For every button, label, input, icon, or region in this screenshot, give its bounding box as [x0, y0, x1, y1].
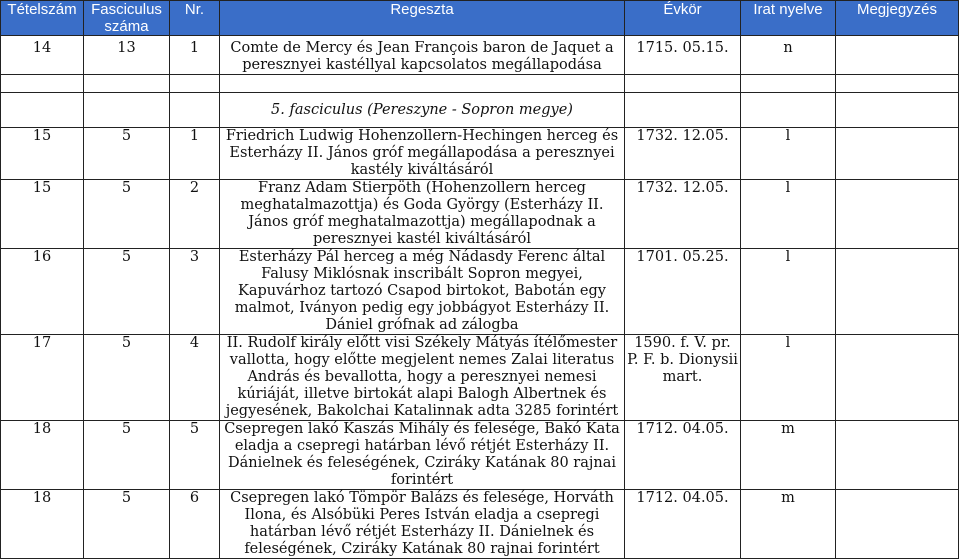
- year-cell: 1732. 12.05.: [625, 180, 741, 249]
- table-row: [1, 128, 959, 180]
- note-cell: [836, 421, 959, 490]
- year-cell: 1712. 04.05.: [625, 421, 741, 490]
- header-regeszta: Regeszta: [220, 1, 625, 36]
- empty-cell: [741, 93, 836, 128]
- regeszta-cell: Franz Adam Stierpöth (Hohenzollern herceg meghatalmazottja) és Goda György (Esterházy II. János gróf meghatalmazottja) megállapodnak a peresznyei kastél kiváltásáról: [220, 180, 625, 249]
- fasc-cell: 5: [84, 128, 170, 180]
- header-evkor: Évkör: [625, 1, 741, 36]
- fasc-cell: 5: [84, 421, 170, 490]
- empty-cell: [220, 75, 625, 93]
- header-irat-nyelve: Irat nyelve: [741, 1, 836, 36]
- section-row: [1, 93, 959, 128]
- empty-cell: [170, 93, 220, 128]
- note-cell: [836, 490, 959, 559]
- regeszta-cell: Csepregen lakó Tömpör Balázs és felesége, Horváth Ilona, és Alsóbüki Peres István eladja a csepregi határban lévő rétjét Esterházy II. Dánielnek és feleségének, Cziráky Katának 80 rajnai forintért: [220, 490, 625, 559]
- header-row: [1, 1, 959, 36]
- year-cell: 1715. 05.15.: [625, 36, 741, 75]
- table-row: [1, 335, 959, 421]
- year-cell: 1701. 05.25.: [625, 249, 741, 335]
- regeszta-cell: Csepregen lakó Kaszás Mihály és felesége, Bakó Kata eladja a csepregi határban lévő rétjét Esterházy II. Dánielnek és feleségének, Cziráky Katának 80 rajnai forintért: [220, 421, 625, 490]
- regeszta-cell: Esterházy Pál herceg a még Nádasdy Ferenc által Falusy Miklósnak inscribált Sopron megyei, Kapuvárhoz tartozó Csapod birtokot, Babotán egy malmot, Iványon pedig egy jobbágyot Esterházy II. Dániel grófnak ad zálogba: [220, 249, 625, 335]
- header-megjegyzes: Megjegyzés: [836, 1, 959, 36]
- nr-cell: 3: [170, 249, 220, 335]
- fasc-cell: 5: [84, 490, 170, 559]
- item-cell: 16: [1, 249, 84, 335]
- regeszta-cell: Comte de Mercy és Jean François baron de Jaquet a peresznyei kastéllyal kapcsolatos megállapodása: [220, 36, 625, 75]
- empty-cell: [625, 75, 741, 93]
- table-row: [1, 180, 959, 249]
- regeszta-cell: Friedrich Ludwig Hohenzollern-Hechingen herceg és Esterházy II. János gróf megállapodása a peresznyei kastély kiváltásáról: [220, 128, 625, 180]
- lang-cell: l: [741, 249, 836, 335]
- table-row: [1, 249, 959, 335]
- item-cell: 18: [1, 490, 84, 559]
- item-cell: 15: [1, 128, 84, 180]
- fasc-cell: 5: [84, 335, 170, 421]
- lang-cell: l: [741, 128, 836, 180]
- header-nr: Nr.: [170, 1, 220, 36]
- lang-cell: m: [741, 490, 836, 559]
- empty-cell: [625, 93, 741, 128]
- nr-cell: 6: [170, 490, 220, 559]
- empty-row: [1, 75, 959, 93]
- year-cell: 1712. 04.05.: [625, 490, 741, 559]
- table-row: [1, 36, 959, 75]
- fasc-cell: 13: [84, 36, 170, 75]
- empty-cell: [84, 75, 170, 93]
- note-cell: [836, 128, 959, 180]
- nr-cell: 1: [170, 128, 220, 180]
- note-cell: [836, 180, 959, 249]
- item-cell: 14: [1, 36, 84, 75]
- section-title: [220, 93, 625, 128]
- header-fasciculus: Fasciculus száma: [84, 1, 170, 36]
- table-row: [1, 490, 959, 559]
- empty-cell: [170, 75, 220, 93]
- empty-cell: [1, 75, 84, 93]
- section-title-text: 5. fasciculus (Pereszyne - Sopron megye): [271, 101, 573, 118]
- item-cell: 15: [1, 180, 84, 249]
- item-cell: 18: [1, 421, 84, 490]
- header-tetelszam: Tételszám: [1, 1, 84, 36]
- note-cell: [836, 335, 959, 421]
- note-cell: [836, 249, 959, 335]
- table-row: [1, 421, 959, 490]
- nr-cell: 1: [170, 36, 220, 75]
- empty-cell: [836, 75, 959, 93]
- empty-cell: [84, 93, 170, 128]
- lang-cell: l: [741, 335, 836, 421]
- year-cell: 1590. f. V. pr. P. F. b. Dionysii mart.: [625, 335, 741, 421]
- nr-cell: 4: [170, 335, 220, 421]
- year-cell: 1732. 12.05.: [625, 128, 741, 180]
- empty-cell: [741, 75, 836, 93]
- empty-cell: [836, 93, 959, 128]
- fasc-cell: 5: [84, 180, 170, 249]
- nr-cell: 5: [170, 421, 220, 490]
- note-cell: [836, 36, 959, 75]
- fasc-cell: 5: [84, 249, 170, 335]
- lang-cell: n: [741, 36, 836, 75]
- regeszta-cell: II. Rudolf király előtt visi Székely Mátyás ítélőmester vallotta, hogy előtte megjelent nemes Zalai literatus András és bevallotta, hogy a peresznyei nemesi kúriáját, illetve birtokát alapi Balogh Albertnek és jegyesének, Bakolchai Katalinnak adta 3285 forintért: [220, 335, 625, 421]
- item-cell: 17: [1, 335, 84, 421]
- nr-cell: 2: [170, 180, 220, 249]
- empty-cell: [1, 93, 84, 128]
- lang-cell: l: [741, 180, 836, 249]
- lang-cell: m: [741, 421, 836, 490]
